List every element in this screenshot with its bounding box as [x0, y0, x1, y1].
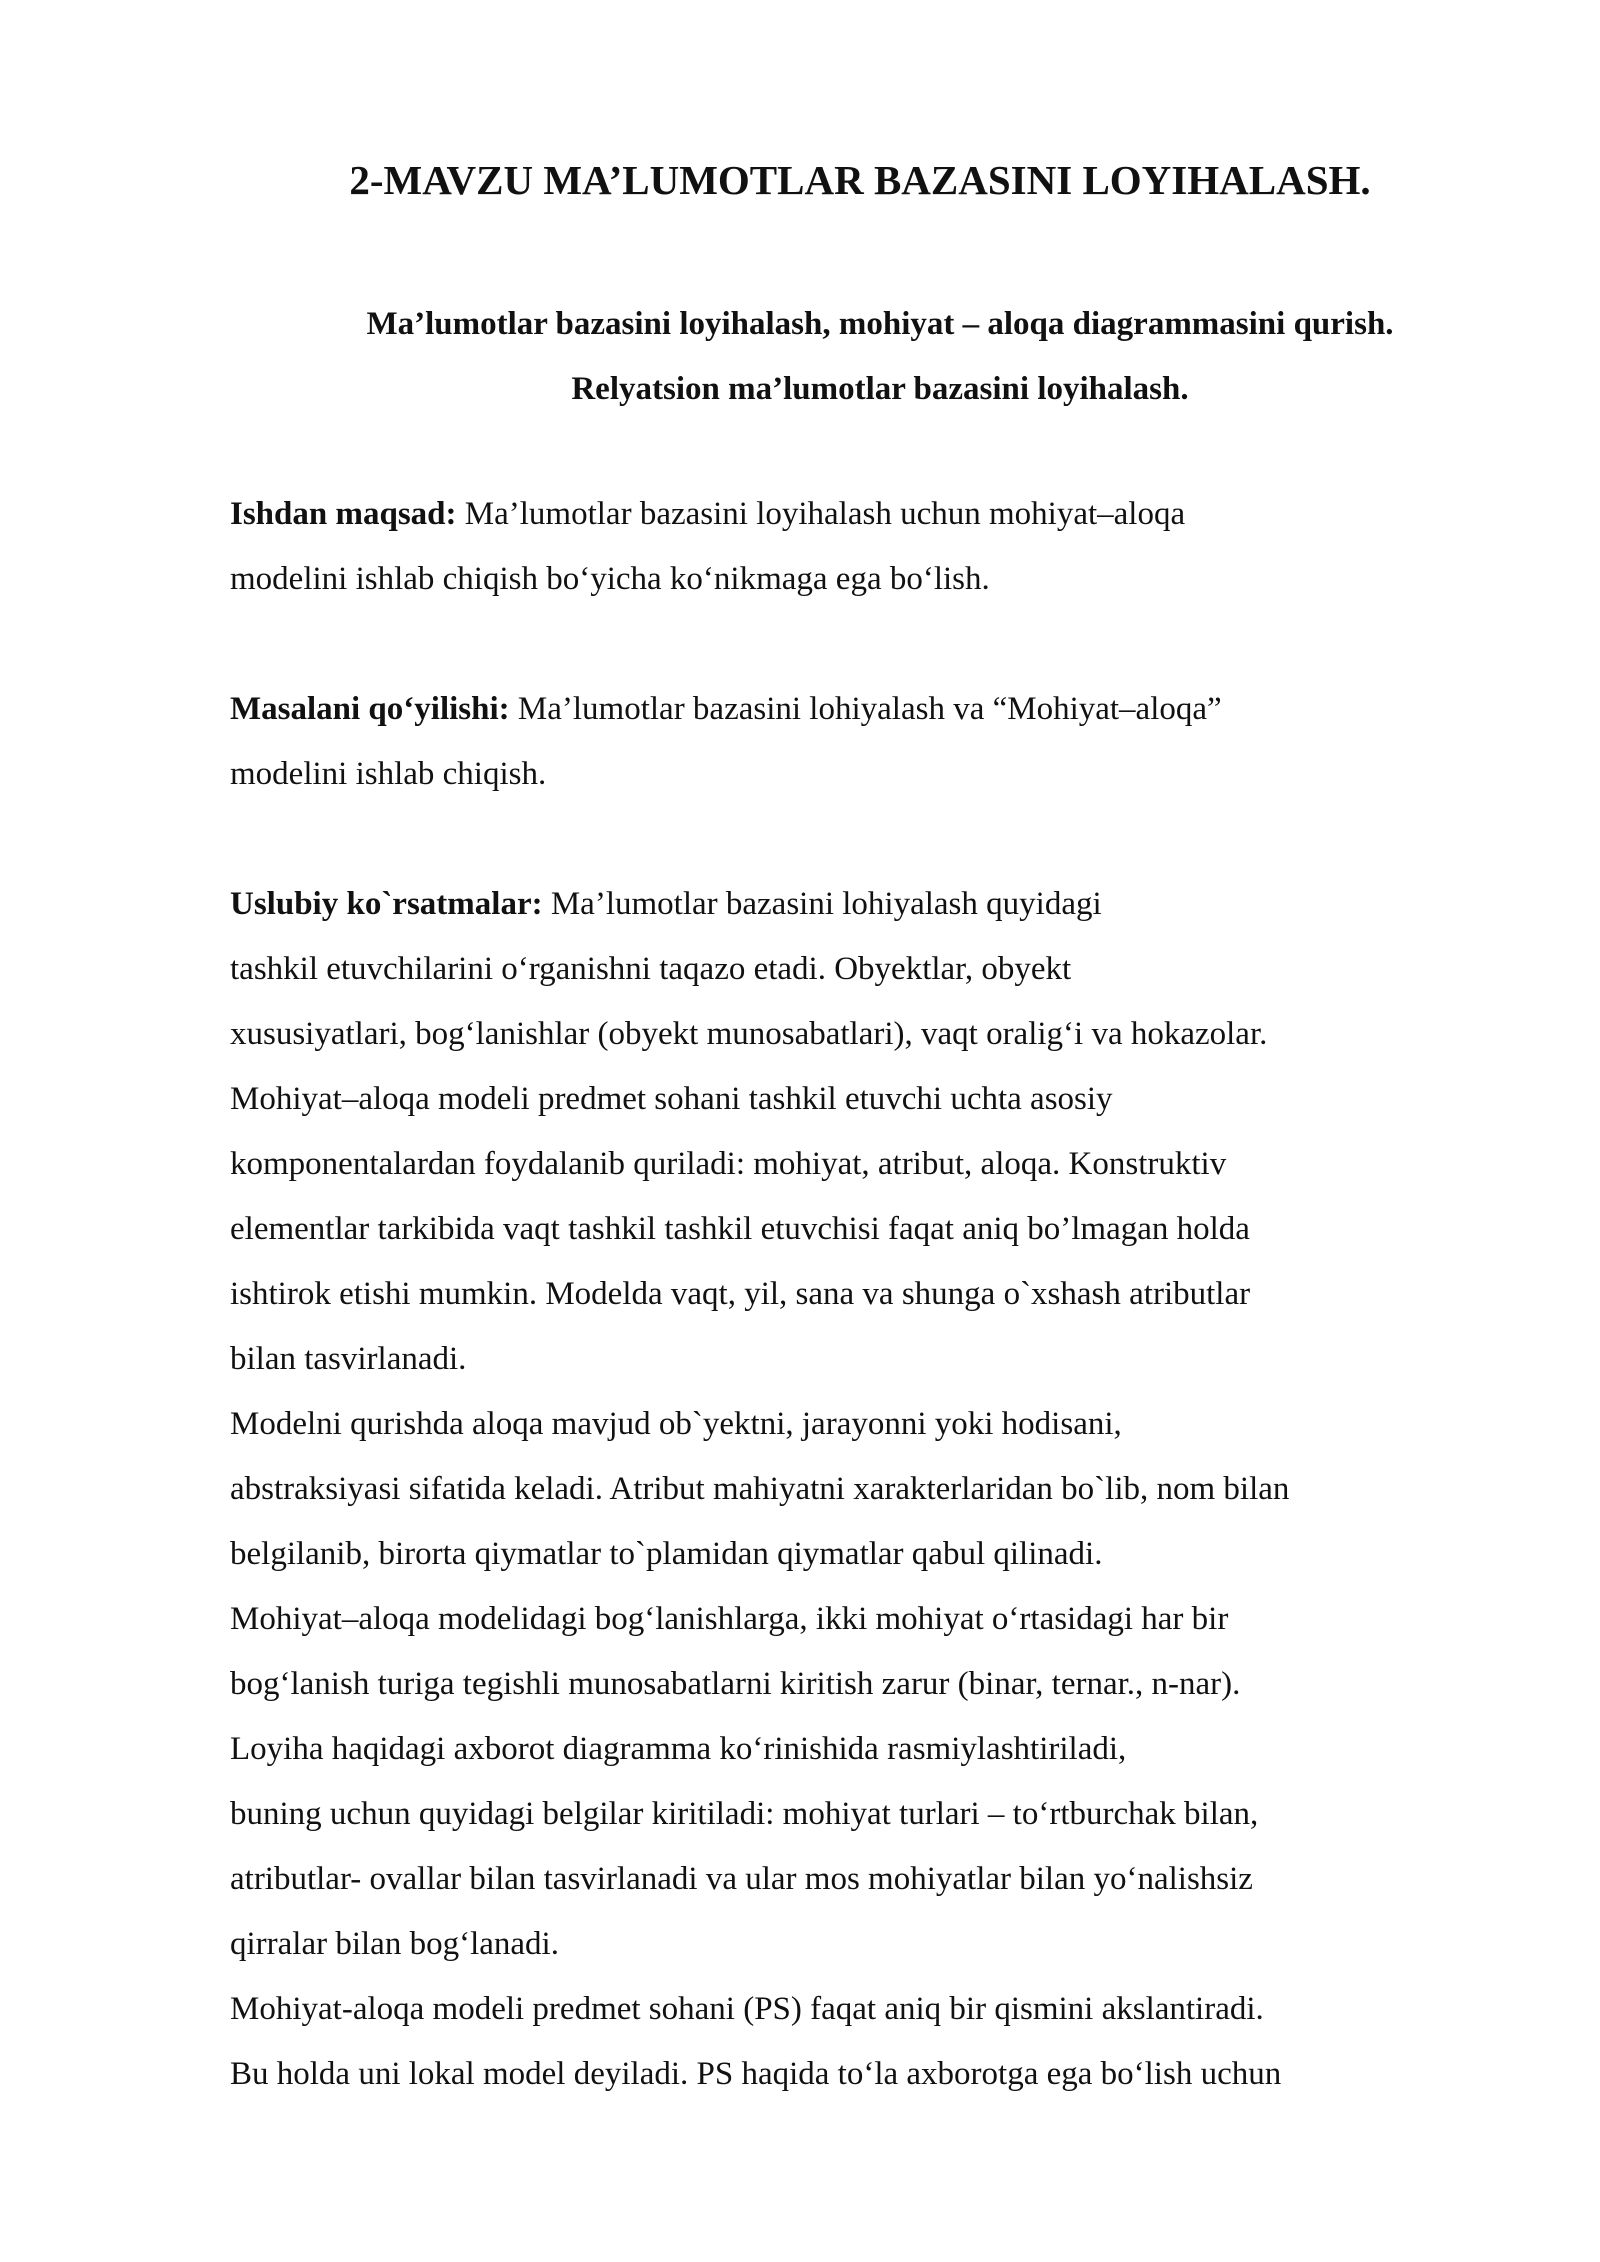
- guidelines-paragraph: [230, 872, 1470, 2107]
- paragraph-line: komponentalardan foydalanib quriladi: mohiyat, atribut, aloqa. Konstruktiv: [230, 1146, 1227, 1182]
- paragraph-line: atributlar- ovallar bilan tasvirlanadi va ular mos mohiyatlar bilan yo‘nalishsiz: [230, 1861, 1253, 1897]
- paragraph-line: Loyiha haqidagi axborot diagramma ko‘rinishida rasmiylashtiriladi,: [230, 1731, 1127, 1767]
- guidelines-text: Ma’lumotlar bazasini lohiyalash quyidagi: [542, 886, 1102, 922]
- paragraph-line: Mohiyat-aloqa modeli predmet sohani (PS) faqat aniq bir qismini akslantiradi.: [230, 1991, 1264, 2027]
- paragraph-line: Mohiyat–aloqa modeli predmet sohani tashkil etuvchi uchta asosiy: [230, 1081, 1113, 1117]
- purpose-text: Ma’lumotlar bazasini loyihalash uchun mohiyat–aloqa: [456, 496, 1186, 532]
- task-paragraph: [230, 677, 1470, 807]
- page-title: 2-MAVZU MA’LUMOTLAR BAZASINI LOYIHALASH.: [349, 157, 1371, 203]
- paragraph-line: Bu holda uni lokal model deyiladi. PS haqida to‘la axborotga ega bo‘lish uchun: [230, 2056, 1282, 2092]
- purpose-paragraph: [230, 482, 1470, 612]
- paragraph-line: Mohiyat–aloqa modelidagi bog‘lanishlarga, ikki mohiyat o‘rtasidagi har bir: [230, 1601, 1229, 1637]
- task-label: Masalani qo‘yilishi:: [230, 691, 510, 727]
- paragraph-line: modelini ishlab chiqish.: [230, 756, 547, 792]
- paragraph-line: tashkil etuvchilarini o‘rganishni taqazo etadi. Obyektlar, obyekt: [230, 951, 1072, 987]
- paragraph-line: [230, 872, 1470, 937]
- paragraph-line: bilan tasvirlanadi.: [230, 1341, 467, 1377]
- paragraph-line: abstraksiyasi sifatida keladi. Atribut mahiyatni xarakterlaridan bo`lib, nom bilan: [230, 1471, 1290, 1507]
- paragraph-line: buning uchun quyidagi belgilar kiritiladi: mohiyat turlari – to‘rtburchak bilan,: [230, 1796, 1259, 1832]
- paragraph-line: elementlar tarkibida vaqt tashkil tashkil etuvchisi faqat aniq bo’lmagan holda: [230, 1211, 1250, 1247]
- paragraph-line: belgilanib, birorta qiymatlar to`plamidan qiymatlar qabul qilinadi.: [230, 1536, 1103, 1572]
- paragraph-line: [230, 482, 1470, 547]
- paragraph-line: bog‘lanish turiga tegishli munosabatlarni kiritish zarur (binar, ternar., n-nar).: [230, 1666, 1241, 1702]
- subtitle: [230, 292, 1530, 422]
- task-text: Ma’lumotlar bazasini lohiyalash va “Mohiyat–aloqa”: [509, 691, 1222, 727]
- paragraph-line: [230, 677, 1470, 742]
- subtitle-line: Ma’lumotlar bazasini loyihalash, mohiyat – aloqa diagrammasini qurish.: [366, 306, 1394, 342]
- paragraph-line: Modelni qurishda aloqa mavjud ob`yektni, jarayonni yoki hodisani,: [230, 1406, 1122, 1442]
- subtitle-line: Relyatsion ma’lumotlar bazasini loyihalash.: [571, 371, 1189, 407]
- paragraph-line: xususiyatlari, bog‘lanishlar (obyekt munosabatlari), vaqt oralig‘i va hokazolar.: [230, 1016, 1268, 1052]
- purpose-label: Ishdan maqsad:: [230, 496, 457, 532]
- paragraph-line: ishtirok etishi mumkin. Modelda vaqt, yil, sana va shunga o`xshash atributlar: [230, 1276, 1251, 1312]
- guidelines-label: Uslubiy ko`rsatmalar:: [230, 886, 543, 922]
- paragraph-line: modelini ishlab chiqish bo‘yicha ko‘nikmaga ega bo‘lish.: [230, 561, 990, 597]
- paragraph-line: qirralar bilan bog‘lanadi.: [230, 1926, 559, 1962]
